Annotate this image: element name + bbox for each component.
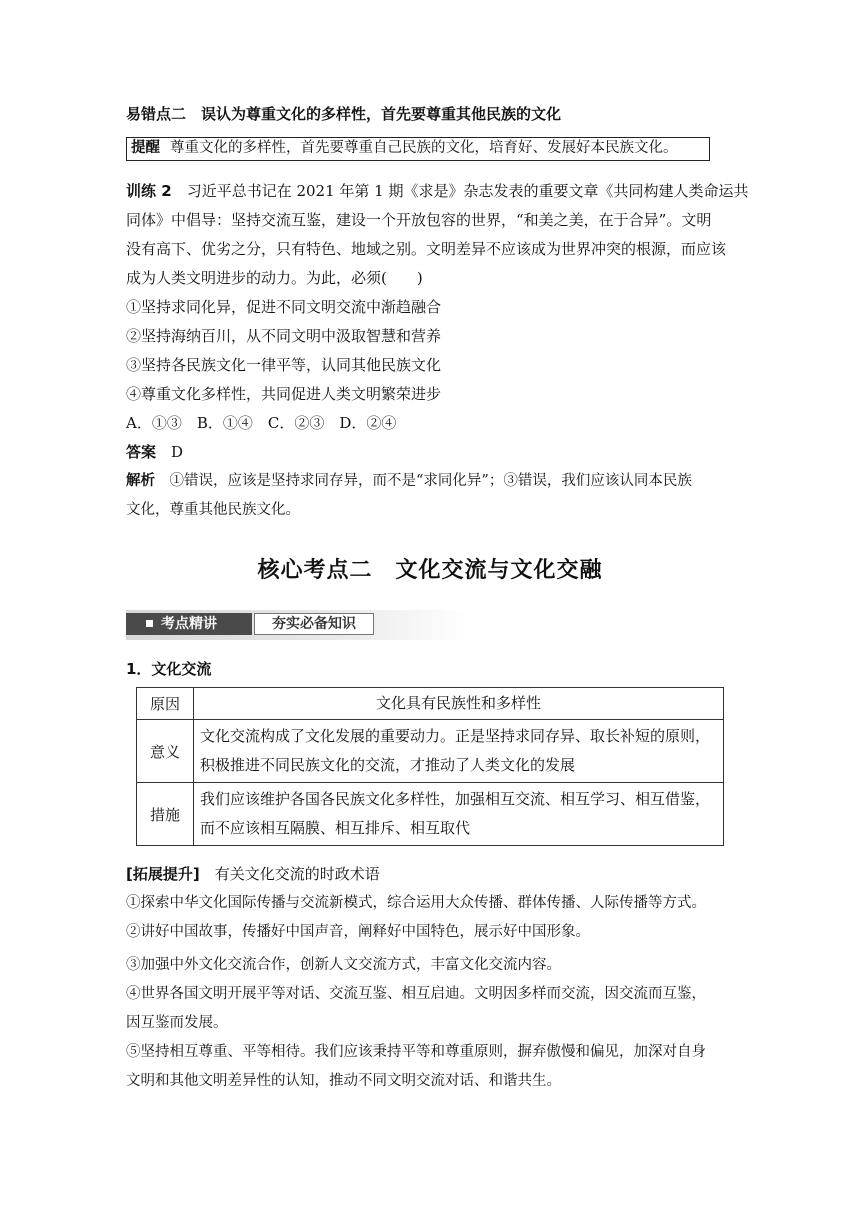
analysis-line-2: 文化，尊重其他民族文化。 [126, 502, 300, 518]
extension-title: 有关文化交流的时政术语 [214, 865, 380, 883]
reminder-tag: 提醒 [131, 140, 160, 156]
extension-line: ④世界各国文明开展平等对话、交流互鉴、相互启迪。文明因多样而交流，因交流而互鉴， [126, 986, 706, 1002]
table-cell-line: 我们应该维护各国各民族文化多样性，加强相互交流、相互学习、相互借鉴， [200, 790, 711, 808]
extension-line: ③加强中外文化交流合作，创新人文交流方式，丰富文化交流内容。 [126, 957, 561, 973]
section-title: 核心考点二 文化交流与文化交融 [257, 558, 603, 583]
extension-line: ⑤坚持相互尊重、平等相待。我们应该秉持平等和尊重原则，摒弃傲慢和偏见，加深对自身 [126, 1044, 706, 1060]
section-banner [126, 610, 468, 640]
table-row-head: 措施 [137, 783, 194, 846]
choices: A．①③ B．①④ C．②③ D．②④ [126, 414, 397, 432]
exercise-label: 训练 2 [126, 182, 172, 200]
table-cell-line: 而不应该相互隔膜、相互排斥、相互取代 [200, 819, 471, 837]
square-icon [146, 620, 153, 627]
banner-light-label: 夯实必备知识 [254, 613, 374, 635]
answer-label: 答案 [126, 443, 157, 461]
table-row [137, 783, 724, 846]
analysis-label: 解析 [126, 473, 155, 489]
reminder-text: 尊重文化的多样性，首先要尊重自己民族的文化，培育好、发展好本民族文化。 [170, 140, 678, 156]
table-row-head: 原因 [137, 688, 194, 720]
option-4: ④尊重文化多样性，共同促进人类文明繁荣进步 [126, 385, 442, 403]
table-row-content [194, 783, 724, 846]
table-row-head: 意义 [137, 720, 194, 783]
answer-value: D [171, 443, 184, 461]
mistake-heading: 易错点二 误认为尊重文化的多样性，首先要尊重其他民族的文化 [126, 105, 562, 123]
banner-dark-label [126, 613, 252, 635]
extension-line: ②讲好中国故事，传播好中国声音，阐释好中国特色，展示好中国形象。 [126, 924, 590, 940]
extension-tag: [拓展提升] [126, 865, 200, 883]
table-row-content: 文化具有民族性和多样性 [194, 688, 724, 720]
table-row [137, 688, 724, 720]
analysis-line-1 [126, 467, 692, 496]
option-3: ③坚持各民族文化一律平等，认同其他民族文化 [126, 356, 442, 374]
option-2: ②坚持海纳百川，从不同文明中汲取智慧和营养 [126, 327, 442, 345]
table-cell-line: 文化交流构成了文化发展的重要动力。正是坚持求同存异、取长补短的原则， [200, 727, 711, 745]
answer [126, 438, 183, 467]
exercise-line-4: 成为人类文明进步的动力。为此，必须( ) [126, 269, 423, 287]
extension-line: 因互鉴而发展。 [126, 1015, 228, 1031]
extension-line: ①探索中华文化国际传播与交流新模式，综合运用大众传播、群体传播、人际传播等方式。 [126, 895, 706, 911]
extension-line: 文明和其他文明差异性的认知，推动不同文明交流对话、和谐共生。 [126, 1073, 561, 1089]
table-row [137, 720, 724, 783]
exercise-line-2: 同体》中倡导：坚持交流互鉴，建设一个开放包容的世界，“和美之美，在于合异”。文明 [126, 211, 712, 229]
topic-heading: 1．文化交流 [126, 660, 212, 678]
reminder-box [126, 137, 710, 161]
option-1: ①坚持求同化异，促进不同文明交流中渐趋融合 [126, 298, 442, 316]
exercise-line-3: 没有高下、优劣之分，只有特色、地域之别。文明差异不应该成为世界冲突的根源，而应该 [126, 240, 727, 258]
exercise-line-1 [126, 177, 748, 206]
exercise-text: 习近平总书记在 2021 年第 1 期《求是》杂志发表的重要文章《共同构建人类命运共 [186, 182, 749, 200]
extension-heading [126, 860, 380, 889]
banner-dark-text: 考点精讲 [161, 616, 217, 632]
analysis-text: ①错误，应该是坚持求同存异，而不是“求同化异”；③错误，我们应该认同本民族 [169, 473, 692, 489]
culture-exchange-table [136, 687, 724, 846]
table-row-content [194, 720, 724, 783]
table-cell-line: 积极推进不同民族文化的交流，才推动了人类文化的发展 [200, 756, 576, 774]
